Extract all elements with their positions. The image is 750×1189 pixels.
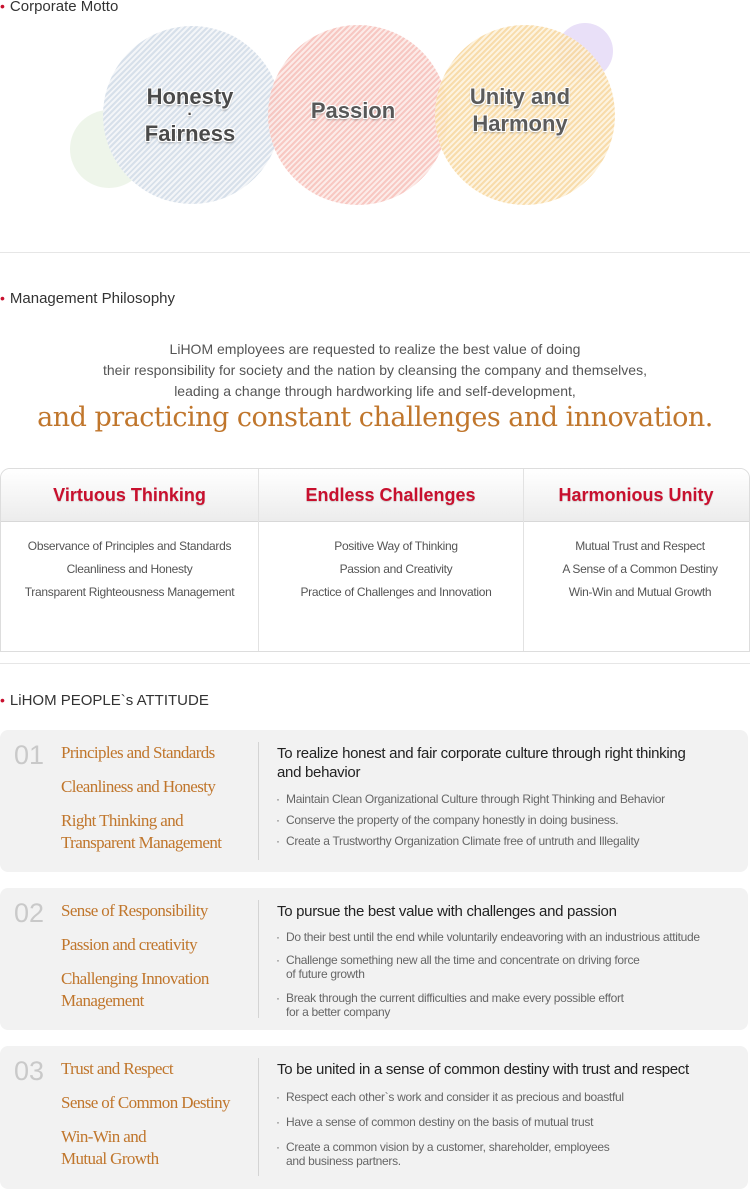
column-heading-unity: Harmonious Unity	[523, 469, 749, 522]
row-keywords: Trust and Respect Sense of Common Destiny Win-Win and Mutual Growth	[61, 1059, 230, 1168]
list-item: Win-Win and Mutual Growth	[568, 585, 712, 599]
section-title-attitude: • LiHOM PEOPLE`s ATTITUDE	[0, 692, 209, 709]
list-item: Transparent Righteousness Management	[24, 585, 235, 599]
column-items-unity	[523, 535, 750, 604]
bullet-item: · Respect each other`s work and consider it as precious and boastful	[276, 1090, 624, 1104]
row-heading: To realize honest and fair corporate culture through right thinking and behavior	[277, 745, 686, 781]
row-keywords: Sense of Responsibility Passion and creativity Challenging Innovation Management	[61, 901, 209, 1010]
section-title-motto: • Corporate Motto	[0, 0, 119, 15]
bullet-item: · Do their best until the end while voluntarily endeavoring with an industrious attitude	[276, 930, 700, 944]
list-item: Cleanliness and Honesty	[66, 562, 193, 576]
row-separator	[258, 1058, 259, 1176]
attitude-row-02	[0, 888, 748, 1030]
motto-circle-unity: Unity and Harmony	[435, 25, 615, 205]
row-number: 01	[14, 740, 45, 770]
bullet-dot-icon: •	[0, 692, 5, 708]
list-item: Positive Way of Thinking	[334, 539, 458, 553]
list-item: Observance of Principles and Standards	[27, 539, 232, 553]
motto-circle-honesty: Honesty · Fairness	[103, 26, 281, 204]
row-keywords: Principles and Standards Cleanliness and Honesty Right Thinking and Transparent Management	[61, 743, 222, 852]
row-separator	[258, 742, 259, 860]
bullet-item: · Break through the current difficulties and make every possible effort for a better company	[276, 991, 624, 1019]
bullet-item: · Challenge something new all the time and concentrate on driving force of future growth	[276, 953, 640, 981]
list-item: Passion and Creativity	[339, 562, 453, 576]
philosophy-text: LiHOM employees are requested to realize the best value of doing their responsibility for society and the nation by cleansing the company and themselves, leading a change through hardworking life and self-development,	[103, 341, 647, 399]
section-divider	[0, 252, 750, 253]
row-heading: To be united in a sense of common destiny with trust and respect	[277, 1061, 689, 1078]
motto-circle-passion: Passion	[268, 25, 448, 205]
list-item: Mutual Trust and Respect	[575, 539, 705, 553]
attitude-row-03	[0, 1046, 748, 1189]
bullet-item: · Have a sense of common destiny on the basis of mutual trust	[276, 1115, 594, 1129]
row-heading: To pursue the best value with challenges and passion	[277, 903, 617, 920]
bullet-item: · Create a common vision by a customer, shareholder, employees and business partners.	[276, 1140, 610, 1168]
bullet-dot-icon: •	[0, 290, 5, 306]
list-item: Practice of Challenges and Innovation	[300, 585, 492, 599]
attitude-row-01	[0, 730, 748, 872]
column-items-virtuous	[1, 535, 258, 604]
bullet-item: · Create a Trustworthy Organization Climate free of untruth and Illegality	[276, 834, 640, 848]
row-number: 02	[14, 898, 45, 928]
column-heading-virtuous: Virtuous Thinking	[1, 469, 258, 522]
philosophy-highlight: and practicing constant challenges and innovation.	[37, 402, 713, 433]
philosophy-table	[0, 468, 750, 652]
column-items-challenges	[258, 535, 534, 604]
list-item: A Sense of a Common Destiny	[562, 562, 718, 576]
bullet-dot-icon: •	[0, 0, 5, 14]
section-divider	[0, 663, 750, 664]
row-separator	[258, 900, 259, 1018]
row-number: 03	[14, 1056, 45, 1086]
bullet-item: · Maintain Clean Organizational Culture through Right Thinking and Behavior	[276, 792, 665, 806]
column-heading-challenges: Endless Challenges	[258, 469, 523, 522]
section-title-philosophy: • Management Philosophy	[0, 290, 176, 307]
bullet-item: · Conserve the property of the company honestly in doing business.	[276, 813, 619, 827]
